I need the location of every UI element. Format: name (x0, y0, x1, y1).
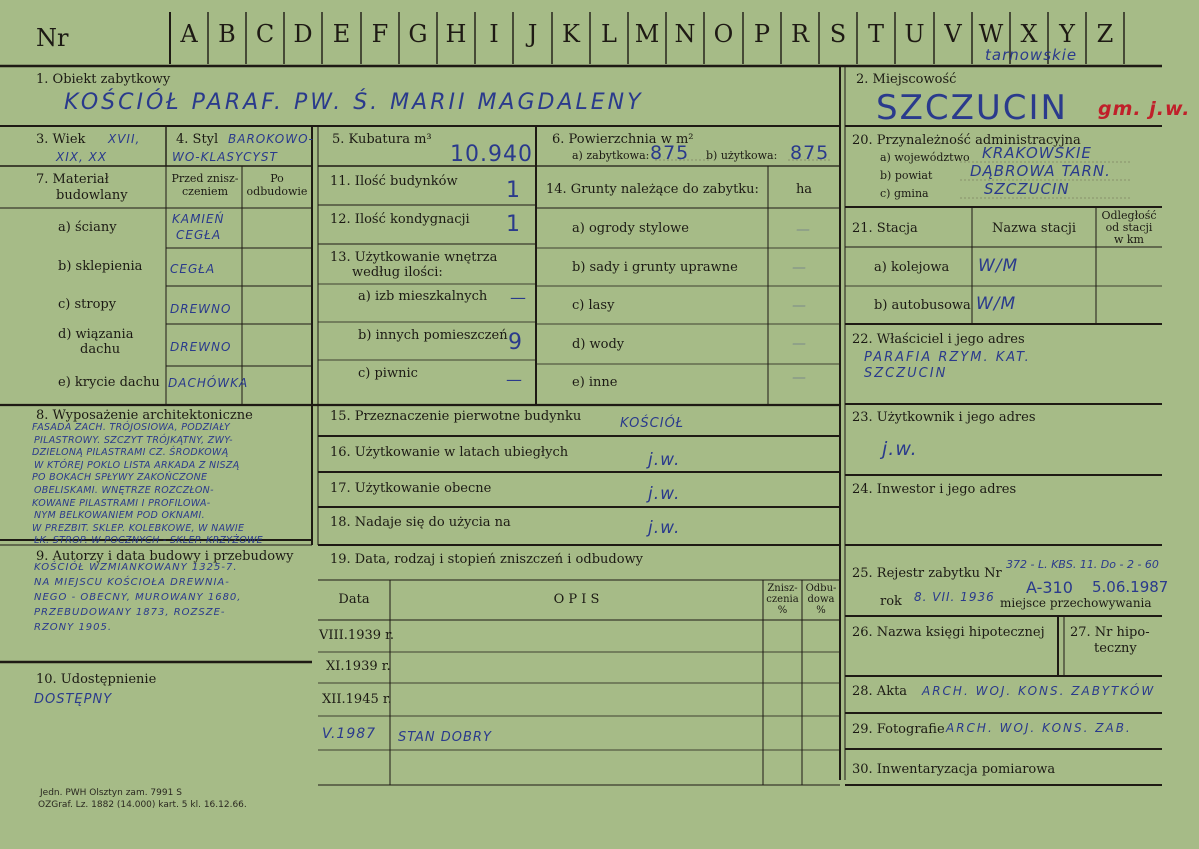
locality-label: 2. Miejscowość (856, 72, 957, 87)
suitable-use-label: 18. Nadaje się do użycia na (330, 515, 511, 530)
index-letter-h: H (445, 20, 467, 48)
suitable-use-value: j.w. (648, 518, 681, 538)
arch-features-line: W KTÓREJ POKLO LISTA ARKADA Z NISZĄ (34, 459, 240, 471)
grounds-water-label: d) wody (572, 337, 625, 352)
access-label: 10. Udostępnienie (36, 672, 157, 687)
index-letter-l: L (601, 20, 617, 48)
grounds-other-label: e) inne (572, 375, 618, 390)
authors-line: RZONY 1905. (34, 622, 113, 633)
grounds-unit: ha (795, 182, 813, 197)
arch-features-line: DZIELONĄ PILASTRAMI CZ. ŚRODKOWĄ (32, 447, 229, 459)
index-letter-i: I (489, 20, 499, 48)
material-label-1: 7. Materiał (36, 172, 109, 187)
material-walls-value-2: CEGŁA (176, 228, 222, 242)
index-letter-g: G (408, 20, 428, 48)
records-value: ARCH. WOJ. KONS. ZABYTKÓW (922, 684, 1156, 698)
volume-label: 5. Kubatura m³ (332, 132, 432, 147)
admin-commune-label: c) gmina (880, 187, 929, 200)
index-letter-a: A (180, 20, 198, 48)
arch-features-line: W PREZBIT. SKLEP. KOLEBKOWE, W NAWIE (32, 522, 245, 534)
area-label: 6. Powierzchnia w m² (552, 132, 694, 147)
material-col-before-2: czeniem (181, 185, 228, 198)
damage-date-3: XII.1945 r. (322, 692, 392, 707)
interior-rooms-label: a) izb mieszkalnych (358, 289, 488, 304)
authors-label: 9. Autorzy i data budowy i przebudowy (36, 549, 294, 564)
owner-label: 22. Właściciel i jego adres (852, 332, 1025, 347)
material-row-roofing: e) krycie dachu (58, 375, 160, 390)
index-letter-y: Y (1059, 20, 1075, 48)
area-a-label: a) zabytkowa: (572, 149, 650, 162)
area-b-label: b) użytkowa: (706, 149, 778, 162)
century-label: 3. Wiek (36, 132, 86, 147)
material-vaults-value: CEGŁA (170, 262, 216, 276)
material-walls-value-1: KAMIEŃ (172, 212, 225, 226)
authors-line: NA MIEJSCU KOŚCIOŁA DREWNIA- (34, 577, 230, 588)
index-letter-b: B (218, 20, 236, 48)
arch-features-line: FASADA ZACH. TRÓJOSIOWA, PODZIAŁY (32, 422, 231, 433)
register-place-label: miejsce przechowywania (1000, 596, 1152, 610)
damage-col-rebuild-2: dowa (807, 594, 835, 605)
damage-col-rebuild-pct: % (816, 605, 826, 616)
index-letter-x: X (1020, 20, 1038, 48)
station-col-distance-3: w km (1113, 233, 1144, 246)
material-row-ceilings: c) stropy (58, 297, 117, 312)
header-annotation: tarnowskie (985, 46, 1078, 64)
style-value-1: BAROKOWO- (228, 132, 314, 146)
admin-commune-value: SZCZUCIN (984, 180, 1070, 198)
material-trusses-value: DREWNO (170, 340, 232, 354)
interior-use-label-2: według ilości: (352, 265, 443, 280)
station-rail-label: a) kolejowa (874, 260, 950, 275)
records-label: 28. Akta (852, 684, 908, 699)
area-a-value: 875 (650, 142, 690, 164)
damage-col-opis: O P I S (553, 592, 600, 607)
station-rail-value: W/M (978, 256, 1019, 276)
area-b-value: 875 (790, 142, 830, 164)
locality-note: gm. j.w. (1098, 98, 1191, 120)
photos-label: 29. Fotografie (852, 722, 945, 737)
past-use-value: j.w. (648, 450, 681, 470)
authors-line: KOŚCIÓŁ WZMIANKOWANY 1325-7. (34, 562, 238, 573)
index-letter-o: O (713, 20, 734, 48)
material-row-vaults: b) sklepienia (58, 259, 143, 274)
arch-features-line: KOWANE PILASTRAMI I PROFILOWA- (32, 497, 211, 509)
station-col-distance-2: od stacji (1105, 221, 1153, 234)
arch-features-line: PILASTROWY. SZCZYT TRÓJKĄTNY, ZWY- (34, 434, 233, 446)
register-date-2: 5.06.1987 (1092, 578, 1169, 596)
register-nr-1: 372 - L. KBS. 11. Do - 2 - 60 (1006, 558, 1159, 571)
grounds-forests-value: — (792, 298, 807, 314)
photos-value: ARCH. WOJ. KONS. ZAB. (946, 721, 1132, 735)
investor-label: 24. Inwestor i jego adres (852, 482, 1017, 497)
damage-date-2: XI.1939 r. (326, 659, 391, 674)
index-letter-z: Z (1096, 20, 1114, 48)
index-letter-e: E (332, 20, 351, 48)
current-use-value: j.w. (648, 484, 681, 504)
storeys-label: 12. Ilość kondygnacji (330, 212, 470, 227)
object-label: 1. Obiekt zabytkowy (36, 72, 171, 87)
grounds-orchards-value: — (792, 260, 807, 276)
station-label: 21. Stacja (852, 221, 918, 236)
century-value-1: XVII, (108, 132, 141, 146)
index-letter-r: R (790, 20, 810, 48)
past-use-label: 16. Użytkowanie w latach ubiegłych (330, 445, 569, 460)
damage-label: 19. Data, rodzaj i stopień zniszczeń i odbudowy (330, 552, 644, 567)
register-year-label: rok (880, 594, 902, 609)
material-col-after-2: odbudowie (246, 185, 308, 198)
grounds-gardens-label: a) ogrody stylowe (572, 221, 689, 236)
material-col-before-1: Przed znisz- (171, 172, 239, 185)
locality-value: SZCZUCIN (876, 88, 1068, 128)
material-row-walls: a) ściany (58, 220, 117, 235)
authors-line: NEGO - OBECNY, MUROWANY 1680, (34, 592, 242, 603)
station-bus-value: W/M (976, 294, 1017, 314)
index-letter-f: F (371, 20, 389, 48)
damage-opis-4: STAN DOBRY (398, 730, 492, 745)
damage-col-rebuild-1: Odbu- (805, 583, 837, 594)
grounds-orchards-label: b) sady i grunty uprawne (572, 260, 738, 275)
admin-district-label: b) powiat (880, 169, 933, 182)
arch-features-line: NYM BELKOWANIEM POD OKNAMI. (34, 510, 205, 522)
damage-date-4: V.1987 (322, 726, 377, 742)
interior-cellars-value: — (506, 370, 523, 389)
arch-features-label: 8. Wyposażenie architektoniczne (36, 408, 253, 423)
index-letter-n: N (674, 20, 696, 48)
buildings-label: 11. Ilość budynków (330, 174, 458, 189)
index-letter-p: P (753, 20, 771, 48)
style-label: 4. Styl (176, 132, 219, 147)
material-label-2: budowlany (56, 188, 128, 203)
material-col-after-1: Po (270, 172, 284, 185)
interior-other-label: b) innych pomieszczeń (358, 328, 508, 343)
index-letter-u: U (904, 20, 925, 48)
measurement-label: 30. Inwentaryzacja pomiarowa (852, 762, 1056, 777)
index-letter-w: W (978, 20, 1004, 48)
admin-voivodeship-label: a) województwo (880, 151, 970, 164)
index-letter-v: V (944, 20, 962, 48)
index-letter-s: S (829, 20, 847, 48)
current-use-label: 17. Użytkowanie obecne (330, 481, 492, 496)
user-label: 23. Użytkownik i jego adres (852, 410, 1036, 425)
admin-voivodeship-value: KRAKOWSKIE (982, 144, 1092, 162)
mortgage-nr-label-2: teczny (1094, 641, 1137, 656)
object-value: KOŚCIÓŁ PARAF. PW. Ś. MARII MAGDALENY (64, 90, 644, 115)
nr-label: Nr (36, 24, 69, 52)
print-note-1: Jedn. PWH Olsztyn zam. 7991 S (40, 788, 182, 798)
mortgage-book-label: 26. Nazwa księgi hipotecznej (852, 625, 1045, 640)
damage-date-1: VIII.1939 r. (319, 628, 395, 643)
register-nr-2: A-310 (1026, 578, 1073, 597)
station-bus-label: b) autobusowa (874, 298, 971, 313)
index-letter-m: M (634, 20, 660, 48)
index-letter-k: K (562, 20, 580, 48)
grounds-water-value: — (792, 336, 807, 352)
storeys-value: 1 (506, 212, 521, 237)
owner-line-1: PARAFIA RZYM. KAT. (864, 350, 1031, 365)
user-value: j.w. (882, 438, 918, 460)
century-value-2: XIX, XX (56, 150, 108, 164)
interior-other-value: 9 (508, 330, 523, 355)
buildings-value: 1 (506, 178, 521, 203)
print-note-2: OZGraf. Lz. 1882 (14.000) kart. 5 kl. 16.12.66. (38, 800, 247, 810)
register-year-value: 8. VII. 1936 (914, 590, 995, 604)
style-value-2: WO-KLASYCYST (172, 150, 278, 164)
damage-col-destruction-2: czenia (766, 594, 799, 605)
damage-col-destruction-pct: % (777, 605, 788, 616)
interior-use-label-1: 13. Użytkowanie wnętrza (330, 250, 498, 265)
grounds-label: 14. Grunty należące do zabytku: (546, 182, 759, 197)
index-letter-d: D (293, 20, 313, 48)
arch-features-line: OBELISKAMI. WNĘTRZE ROZCZŁON- (34, 485, 214, 496)
damage-col-destruction-1: Znisz- (767, 583, 798, 594)
grounds-other-value: — (792, 370, 807, 386)
register-label: 25. Rejestr zabytku Nr (852, 566, 1002, 581)
authors-line: PRZEBUDOWANY 1873, ROZSZE- (34, 607, 226, 618)
volume-value: 10.940 (450, 142, 533, 167)
station-col-distance-1: Odległość (1101, 209, 1157, 222)
original-purpose-value: KOŚCIÓŁ (620, 416, 685, 431)
interior-cellars-label: c) piwnic (358, 366, 418, 381)
arch-features-line: ŁK. STROP. W POCZNYCH - SKLEP. KRZYŻOWE (34, 535, 263, 547)
material-ceilings-value: DREWNO (170, 302, 232, 316)
access-value: DOSTĘPNY (34, 692, 113, 707)
damage-col-date: Data (338, 592, 370, 607)
index-letter-j: J (527, 20, 538, 48)
grounds-gardens-value: — (796, 222, 811, 238)
material-row-trusses-1: d) wiązania (58, 327, 134, 342)
material-roofing-value: DACHÓWKA (168, 376, 249, 390)
owner-line-2: SZCZUCIN (864, 366, 948, 381)
mortgage-nr-label-1: 27. Nr hipo- (1070, 625, 1150, 640)
admin-district-value: DĄBROWA TARN. (970, 162, 1111, 180)
index-letter-t: T (867, 20, 884, 48)
interior-rooms-value: — (510, 288, 527, 307)
arch-features-line: PO BOKACH SPŁYWY ZAKOŃCZONE (32, 472, 208, 484)
original-purpose-label: 15. Przeznaczenie pierwotne budynku (330, 409, 582, 424)
admin-label: 20. Przynależność administracyjna (852, 133, 1081, 148)
material-row-trusses-2: dachu (80, 342, 121, 357)
grounds-forests-label: c) lasy (572, 298, 615, 313)
station-col-name: Nazwa stacji (991, 221, 1077, 236)
index-letter-c: C (255, 20, 275, 48)
